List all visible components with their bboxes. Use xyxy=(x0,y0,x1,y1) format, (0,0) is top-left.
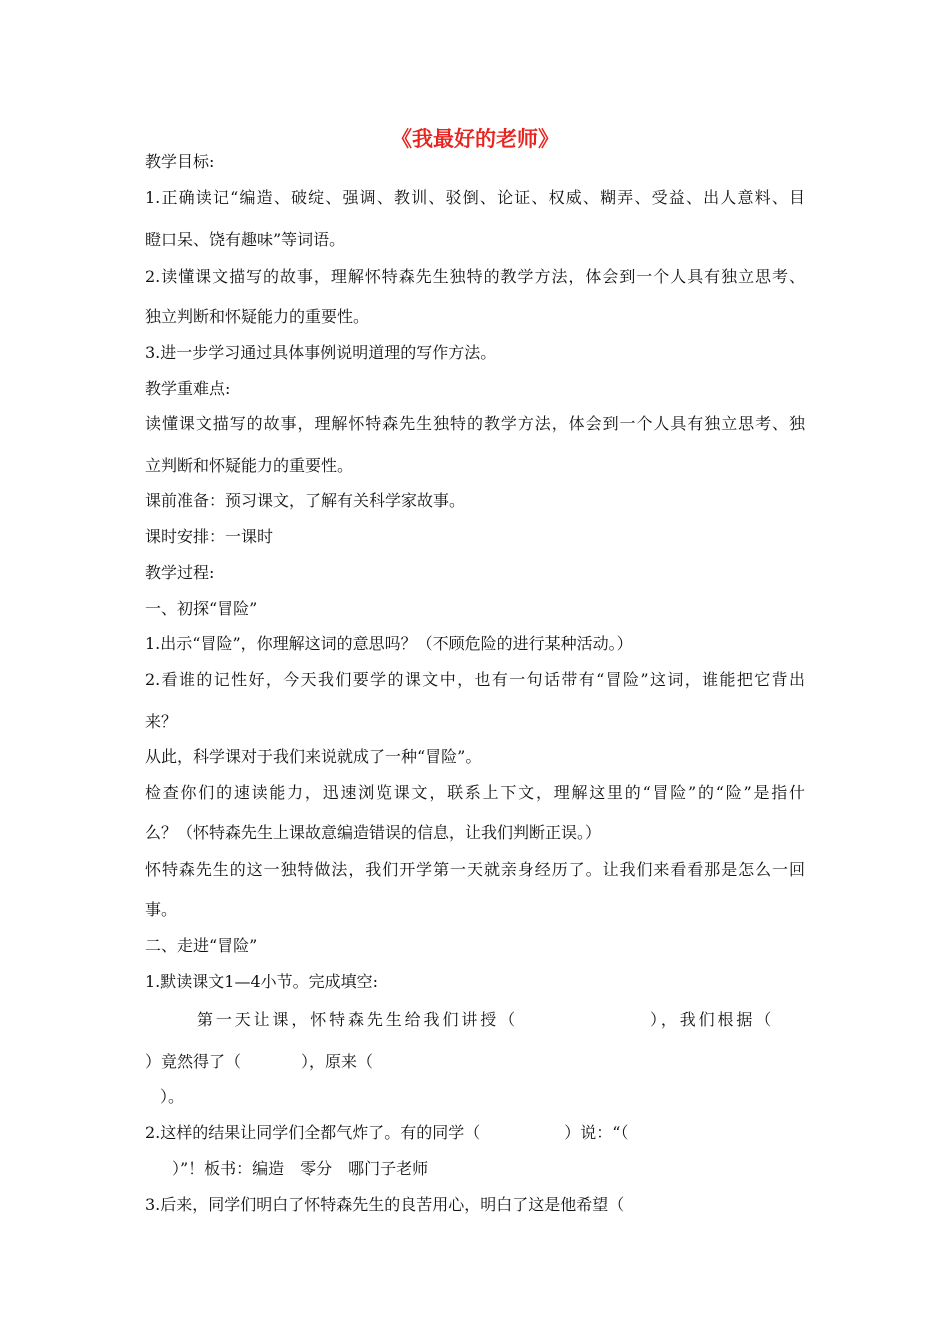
paragraph-line: 么？（怀特森先生上课故意编造错误的信息，让我们判断正误。） xyxy=(145,823,602,842)
paragraph-line: 课前准备：预习课文，了解有关科学家故事。 xyxy=(145,491,466,510)
paragraph-line: 事。 xyxy=(145,900,178,919)
paragraph-line: 1.默读课文1—4小节。完成填空: xyxy=(145,972,379,991)
paragraph-line: 2.读懂课文描写的故事，理解怀特森先生独特的教学方法，体会到一个人具有独立思考、 xyxy=(145,267,805,286)
fill-blank-line: ）。 xyxy=(160,1087,185,1106)
fill-blank-line xyxy=(197,1010,774,1030)
fill-blank-text: ），我们根据（ xyxy=(649,1010,775,1029)
paragraph-line: 独立判断和怀疑能力的重要性。 xyxy=(145,307,370,326)
fill-blank-text: ）说：“（ xyxy=(564,1123,629,1142)
fill-blank-line xyxy=(145,1123,628,1143)
fill-blank-line xyxy=(145,1052,373,1072)
paragraph-line: 立判断和怀疑能力的重要性。 xyxy=(145,456,354,475)
section-heading-objectives: 教学目标: xyxy=(145,152,215,171)
paragraph-line: 1.正确读记“编造、破绽、强调、教训、驳倒、论证、权威、糊弄、受益、出人意料、目 xyxy=(145,188,805,207)
section-heading-key-points: 教学重难点: xyxy=(145,379,231,398)
paragraph-line: 读懂课文描写的故事，理解怀特森先生独特的教学方法，体会到一个人具有独立思考、独 xyxy=(145,414,805,433)
fill-blank-text: 2.这样的结果让同学们全都气炸了。有的同学（ xyxy=(145,1123,481,1142)
paragraph-line: 1.出示“冒险”，你理解这词的意思吗？（不顾危险的进行某种活动。） xyxy=(145,634,633,653)
section-heading-part-one: 一、初探“冒险” xyxy=(145,599,258,618)
fill-blank-text: ）竟然得了（ xyxy=(145,1052,242,1071)
paragraph-line: 2.看谁的记性好，今天我们要学的课文中，也有一句话带有“冒险”这词，谁能把它背出 xyxy=(145,670,805,689)
section-heading-part-two: 二、走进“冒险” xyxy=(145,936,258,955)
paragraph-line: 瞪口呆、饶有趣味”等词语。 xyxy=(145,230,346,249)
fill-blank-line: ）”！板书：编造 零分 哪门子老师 xyxy=(172,1159,429,1178)
paragraph-line: 课时安排：一课时 xyxy=(145,527,274,546)
paragraph-line: 检查你们的速读能力，迅速浏览课文，联系上下文，理解这里的“冒险”的“险”是指什 xyxy=(145,783,805,802)
paragraph-line: 从此，科学课对于我们来说就成了一种“冒险”。 xyxy=(145,747,482,766)
paragraph-line: 怀特森先生的这一独特做法，我们开学第一天就亲身经历了。让我们来看看那是怎么一回 xyxy=(145,860,805,879)
fill-blank-text: ），原来（ xyxy=(301,1052,374,1071)
paragraph-line: 3.后来，同学们明白了怀特森先生的良苦用心，明白了这是他希望（ xyxy=(145,1195,625,1214)
paragraph-line: 3.进一步学习通过具体事例说明道理的写作方法。 xyxy=(145,343,497,362)
paragraph-line: 来？ xyxy=(145,712,178,731)
document-title: 《我最好的老师》 xyxy=(391,126,559,151)
section-heading-process: 教学过程: xyxy=(145,563,215,582)
fill-blank-text: 第一天让课，怀特森先生给我们讲授（ xyxy=(197,1010,518,1029)
